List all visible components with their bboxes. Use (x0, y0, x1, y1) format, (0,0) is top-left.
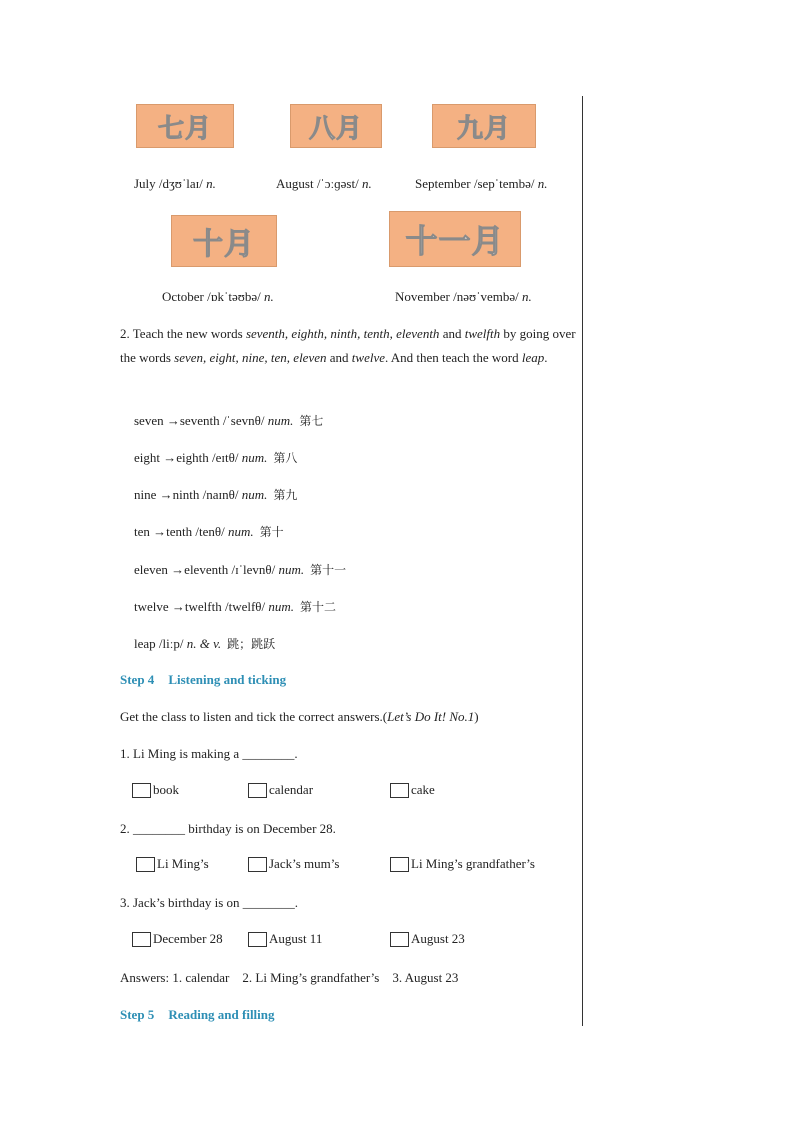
month-card-august (290, 104, 382, 148)
caption-october: October /ɒkˈtəʊbə/ n. (162, 289, 274, 304)
month-chinese-label: 九月 (456, 113, 511, 144)
checkbox[interactable] (136, 857, 155, 872)
vocab-ninth: nine →ninth /naɪnθ/ num. 第九 (134, 487, 298, 502)
answer-option[interactable]: cake (390, 782, 435, 798)
question-2: 2. ________ birthday is on December 28. (120, 821, 336, 836)
checkbox[interactable] (248, 932, 267, 947)
answer-option[interactable]: Li Ming’s (136, 856, 209, 872)
instruction-teach-words: 2. Teach the new words seventh, eighth, ninth, tenth, eleventh and twelfth by going over the words seven, eight, nine, ten, eleven and twelve. And then teach the word leap. (120, 326, 576, 365)
month-chinese-label: 十一月 (405, 222, 505, 260)
answer-option[interactable]: August 11 (248, 931, 322, 947)
answer-option[interactable]: book (132, 782, 179, 798)
checkbox[interactable] (248, 857, 267, 872)
answer-option[interactable]: calendar (248, 782, 313, 798)
answers-line: Answers: 1. calendar 2. Li Ming’s grandfather’s 3. August 23 (120, 970, 459, 985)
month-card-july (136, 104, 234, 148)
caption-november: November /nəʊˈvembə/ n. (395, 289, 532, 304)
vocab-seventh: seven →seventh /ˈsevnθ/ num. 第七 (134, 413, 324, 428)
vocab-tenth: ten →tenth /tenθ/ num. 第十 (134, 524, 284, 539)
month-card-november (389, 211, 521, 267)
step4-heading: Step 4 Listening and ticking (120, 672, 287, 687)
month-chinese-label: 七月 (157, 113, 212, 144)
month-card-october (171, 215, 277, 267)
step4-instruction: Get the class to listen and tick the correct answers.(Let’s Do It! No.1) (120, 709, 479, 724)
checkbox[interactable] (390, 857, 409, 872)
vocab-twelfth: twelve →twelfth /twelfθ/ num. 第十二 (134, 599, 337, 614)
caption-september: September /sepˈtembə/ n. (415, 176, 548, 191)
answer-option[interactable]: Li Ming’s grandfather’s (390, 856, 535, 872)
vocab-eleventh: eleven →eleventh /ɪˈlevnθ/ num. 第十一 (134, 562, 347, 577)
question-3: 3. Jack’s birthday is on ________. (120, 895, 299, 910)
month-chinese-label: 八月 (308, 113, 363, 144)
step5-heading: Step 5 Reading and filling (120, 1007, 275, 1022)
answer-option[interactable]: August 23 (390, 931, 465, 947)
checkbox[interactable] (390, 932, 409, 947)
month-card-september (432, 104, 536, 148)
checkbox[interactable] (132, 783, 151, 798)
question-1: 1. Li Ming is making a ________. (120, 746, 298, 761)
caption-august: August /ˈɔːɡəst/ n. (276, 176, 372, 191)
checkbox[interactable] (132, 932, 151, 947)
month-chinese-label: 十月 (193, 227, 255, 262)
vocab-leap: leap /liːp/ n. & v. 跳；跳跃 (134, 636, 276, 651)
vocab-eighth: eight →eighth /eɪtθ/ num. 第八 (134, 450, 298, 465)
checkbox[interactable] (248, 783, 267, 798)
answer-option[interactable]: December 28 (132, 931, 223, 947)
checkbox[interactable] (390, 783, 409, 798)
answer-option[interactable]: Jack’s mum’s (248, 856, 339, 872)
margin-rule (582, 96, 583, 1026)
caption-july: July /dʒʊˈlaɪ/ n. (134, 176, 216, 191)
